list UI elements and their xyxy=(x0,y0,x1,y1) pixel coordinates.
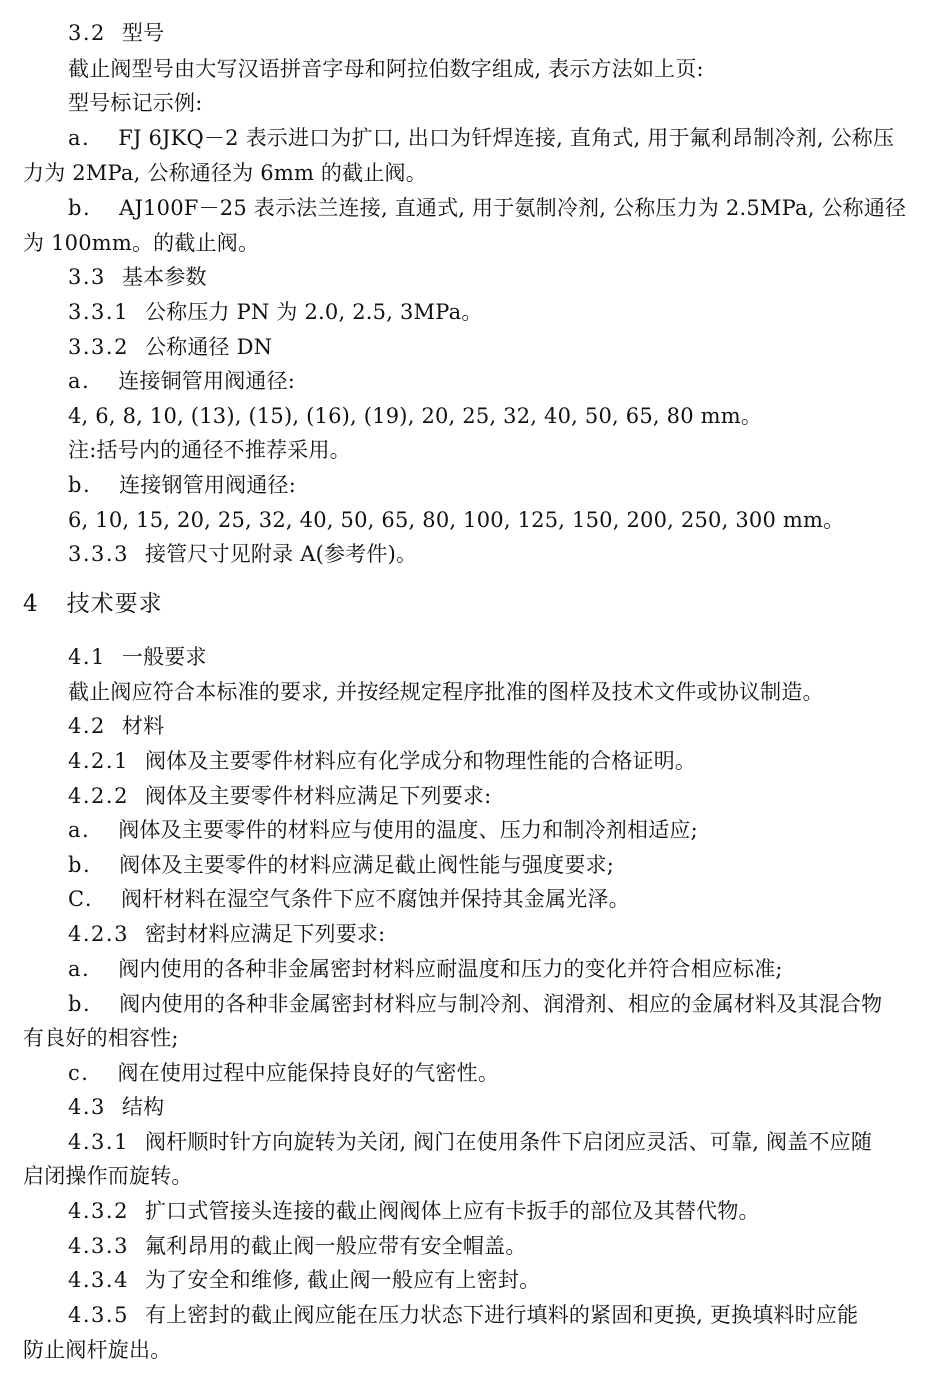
paragraph-continuation: 为 100mm。的截止阀。 xyxy=(23,231,260,255)
clause-4-3-1: 4.3.1 阀杆顺时针方向旋转为关闭, 阀门在使用条件下启闭应灵活、可靠, 阀盖不应随 xyxy=(68,1130,873,1154)
section-3-2-heading: 3.2 型号 xyxy=(68,21,165,45)
clause-3-3-3: 3.3.3 接管尺寸见附录 A(参考件)。 xyxy=(68,542,418,566)
paragraph-line: 型号标记示例: xyxy=(68,91,203,115)
list-item-a: a. 连接铜管用阀通径: xyxy=(68,369,296,393)
list-item-c: c. 阀在使用过程中应能保持良好的气密性。 xyxy=(68,1061,500,1085)
section-4-1-heading: 4.1 一般要求 xyxy=(68,645,207,669)
section-4-3-heading: 4.3 结构 xyxy=(68,1095,165,1119)
chapter-4-heading: 4 技术要求 xyxy=(23,591,163,617)
diameter-list-steel: 6, 10, 15, 20, 25, 32, 40, 50, 65, 80, 100, 125, 150, 200, 250, 300 mm。 xyxy=(68,508,845,532)
clause-4-3-2: 4.3.2 扩口式管接头连接的截止阀阀体上应有卡扳手的部位及其替代物。 xyxy=(68,1199,760,1223)
paragraph-continuation: 力为 2MPa, 公称通径为 6mm 的截止阀。 xyxy=(23,161,427,185)
clause-3-3-1: 3.3.1 公称压力 PN 为 2.0, 2.5, 3MPa。 xyxy=(68,300,483,324)
clause-4-2-1: 4.2.1 阀体及主要零件材料应有化学成分和物理性能的合格证明。 xyxy=(68,749,697,773)
clause-4-2-2: 4.2.2 阀体及主要零件材料应满足下列要求: xyxy=(68,784,492,808)
clause-3-3-2: 3.3.2 公称通径 DN xyxy=(68,335,273,359)
paragraph-line: 截止阀型号由大写汉语拼音字母和阿拉伯数字组成, 表示方法如上页: xyxy=(68,57,704,81)
paragraph-continuation: 防止阀杆旋出。 xyxy=(23,1338,172,1362)
list-item-c: C. 阀杆材料在湿空气条件下应不腐蚀并保持其金属光泽。 xyxy=(68,887,630,911)
clause-4-2-3: 4.2.3 密封材料应满足下列要求: xyxy=(68,922,386,946)
clause-4-3-4: 4.3.4 为了安全和维修, 截止阀一般应有上密封。 xyxy=(68,1268,541,1292)
note-line: 注:括号内的通径不推荐采用。 xyxy=(68,438,351,462)
section-4-2-heading: 4.2 材料 xyxy=(68,714,165,738)
list-item-b: b. 阀内使用的各种非金属密封材料应与制冷剂、润滑剂、相应的金属材料及其混合物 xyxy=(68,992,883,1016)
paragraph-continuation: 有良好的相容性; xyxy=(23,1026,179,1050)
diameter-list-copper: 4, 6, 8, 10, (13), (15), (16), (19), 20, 25, 32, 40, 50, 65, 80 mm。 xyxy=(68,404,763,428)
list-item-a: a. FJ 6JKQ－2 表示进口为扩口, 出口为钎焊连接, 直角式, 用于氟利昂制冷剂, 公称压 xyxy=(68,126,895,150)
list-item-b: b. 阀体及主要零件的材料应满足截止阀性能与强度要求; xyxy=(68,853,614,877)
clause-4-3-5: 4.3.5 有上密封的截止阀应能在压力状态下进行填料的紧固和更换, 更换填料时应能 xyxy=(68,1303,859,1327)
paragraph-continuation: 启闭操作而旋转。 xyxy=(23,1164,193,1188)
paragraph-line: 截止阀应符合本标准的要求, 并按经规定程序批准的图样及技术文件或协议制造。 xyxy=(68,680,824,704)
list-item-a: a. 阀内使用的各种非金属密封材料应耐温度和压力的变化并符合相应标准; xyxy=(68,957,783,981)
list-item-b: b. 连接钢管用阀通径: xyxy=(68,473,296,497)
list-item-a: a. 阀体及主要零件的材料应与使用的温度、压力和制冷剂相适应; xyxy=(68,818,698,842)
section-3-3-heading: 3.3 基本参数 xyxy=(68,265,207,289)
clause-4-3-3: 4.3.3 氟利昂用的截止阀一般应带有安全帽盖。 xyxy=(68,1234,527,1258)
list-item-b: b. AJ100F－25 表示法兰连接, 直通式, 用于氨制冷剂, 公称压力为 2.5MPa, 公称通径 xyxy=(68,196,907,220)
